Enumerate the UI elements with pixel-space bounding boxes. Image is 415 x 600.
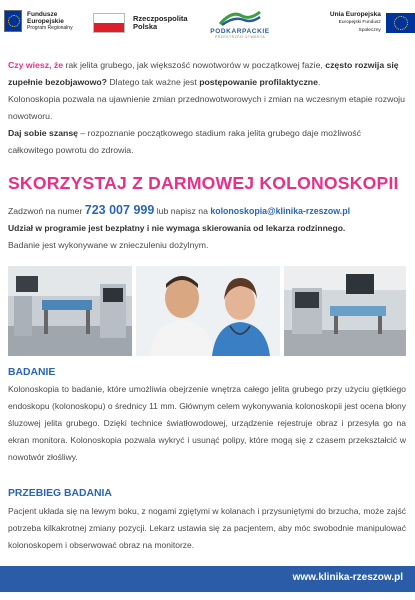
free-participation-note: Udział w programie jest bezpłatny i nie wymaga skierowania od lekarza rodzinnego. bbox=[8, 223, 346, 233]
rzeczpospolita-polska-logo bbox=[93, 13, 188, 33]
intro-text-e: . bbox=[317, 77, 321, 87]
logo-bar bbox=[0, 0, 415, 48]
podkarpackie-logo bbox=[207, 8, 273, 39]
examination-room-photo bbox=[8, 266, 132, 356]
intro-chance-text: – rozpoznanie początkowego stadium raka jelita grubego daje możliwość całkowitego powrotu do zdrowia. bbox=[8, 128, 361, 155]
eu-flag-icon bbox=[4, 10, 22, 32]
intro-text-d: postępowanie profilaktyczne bbox=[199, 77, 318, 87]
footer-bar bbox=[0, 566, 415, 592]
pk-sub: PRZESTRZEŃ OTWARTA bbox=[214, 35, 266, 39]
intro-paragraph-3 bbox=[8, 125, 406, 159]
equipment-room-photo bbox=[284, 266, 406, 356]
contact-line bbox=[8, 202, 408, 220]
photo-strip bbox=[8, 266, 406, 356]
rp-line1: Rzeczpospolita bbox=[133, 14, 188, 23]
section-body-badanie: Kolonoskopia to badanie, które umożliwia obejrzenie wnętrza całego jelita grubego przy użyciu giętkiego endoskopu (kolonoskopu) o średnicy 11 mm. Głównym celem wykonywania kolonoskopii jest ocena błony śluzowej jelita grubego. Dzięki technice światłowodowej, urządzenie rejestruje obraz i przesyła go na ekran monitora. Kolonoskopia pozwala wykryć i usunąć polipy, które mogą się z czasem przekształcić w nowotwór złośliwy. bbox=[8, 384, 406, 462]
contact-mid: lub napisz na bbox=[154, 206, 211, 216]
podkarpackie-mark-icon bbox=[218, 8, 262, 26]
website-link[interactable]: www.klinika-rzeszow.pl bbox=[292, 572, 403, 583]
intro-paragraph-2: Kolonoskopia pozwala na ujawnienie zmian przednowotworowych i zmian na wczesnym etapie rozwoju nowotworu. bbox=[8, 94, 405, 121]
intro-text bbox=[8, 57, 406, 159]
intro-chance: Daj sobie szansę bbox=[8, 128, 79, 138]
pk-name: PODKARPACKIE bbox=[210, 28, 270, 35]
section-title-przebieg: PRZEBIEG BADANIA bbox=[8, 488, 112, 499]
anesthesia-note: Badanie jest wykonywane w znieczuleniu dożylnym. bbox=[8, 240, 209, 250]
unia-europejska-logo bbox=[317, 11, 415, 35]
fe-line1: Fundusze bbox=[27, 10, 58, 18]
main-title: SKORZYSTAJ Z DARMOWEJ KOLONOSKOPII bbox=[8, 173, 399, 193]
fe-line3: Program Regionalny bbox=[27, 24, 73, 31]
eu-flag-icon bbox=[386, 13, 415, 33]
section-body-przebieg: Pacjent układa się na lewym boku, z nogami zgiętymi w kolanach i przysuniętymi do brzucha, może zajść potrzeba kilkakrotnej zmiany pozycji. Lekarz ustawia się za pacjentem, aby móc swobodnie manipulować kolonoskopem i obserwować obraz na monitorze. bbox=[8, 506, 406, 550]
intro-text-c: Dlatego tak ważne jest bbox=[106, 77, 200, 87]
intro-text-a: rak jelita grubego, jak większość nowotworów w początkowej fazie, bbox=[63, 60, 326, 70]
intro-question: Czy wiesz, że bbox=[8, 60, 64, 70]
email-link[interactable]: kolonoskopia@klinika-rzeszow.pl bbox=[210, 206, 351, 216]
ue-line1: Unia Europejska bbox=[329, 11, 381, 18]
contact-block bbox=[8, 202, 408, 254]
polish-flag-icon bbox=[93, 13, 125, 33]
phone-number[interactable]: 723 007 999 bbox=[84, 203, 155, 217]
fundusze-europejskie-logo bbox=[4, 10, 73, 32]
rp-line2: Polska bbox=[133, 22, 158, 31]
intro-text-b: często rozwija się zupełnie bezobjawowo? bbox=[8, 60, 399, 87]
section-title-badanie: BADANIE bbox=[8, 367, 56, 378]
intro-paragraph-1 bbox=[8, 57, 406, 91]
ue-line2: Europejski Fundusz Społeczny bbox=[338, 20, 381, 33]
medical-staff-photo bbox=[136, 266, 280, 356]
contact-pre: Zadzwoń na numer bbox=[8, 206, 85, 216]
fe-line2: Europejskie bbox=[27, 17, 64, 25]
